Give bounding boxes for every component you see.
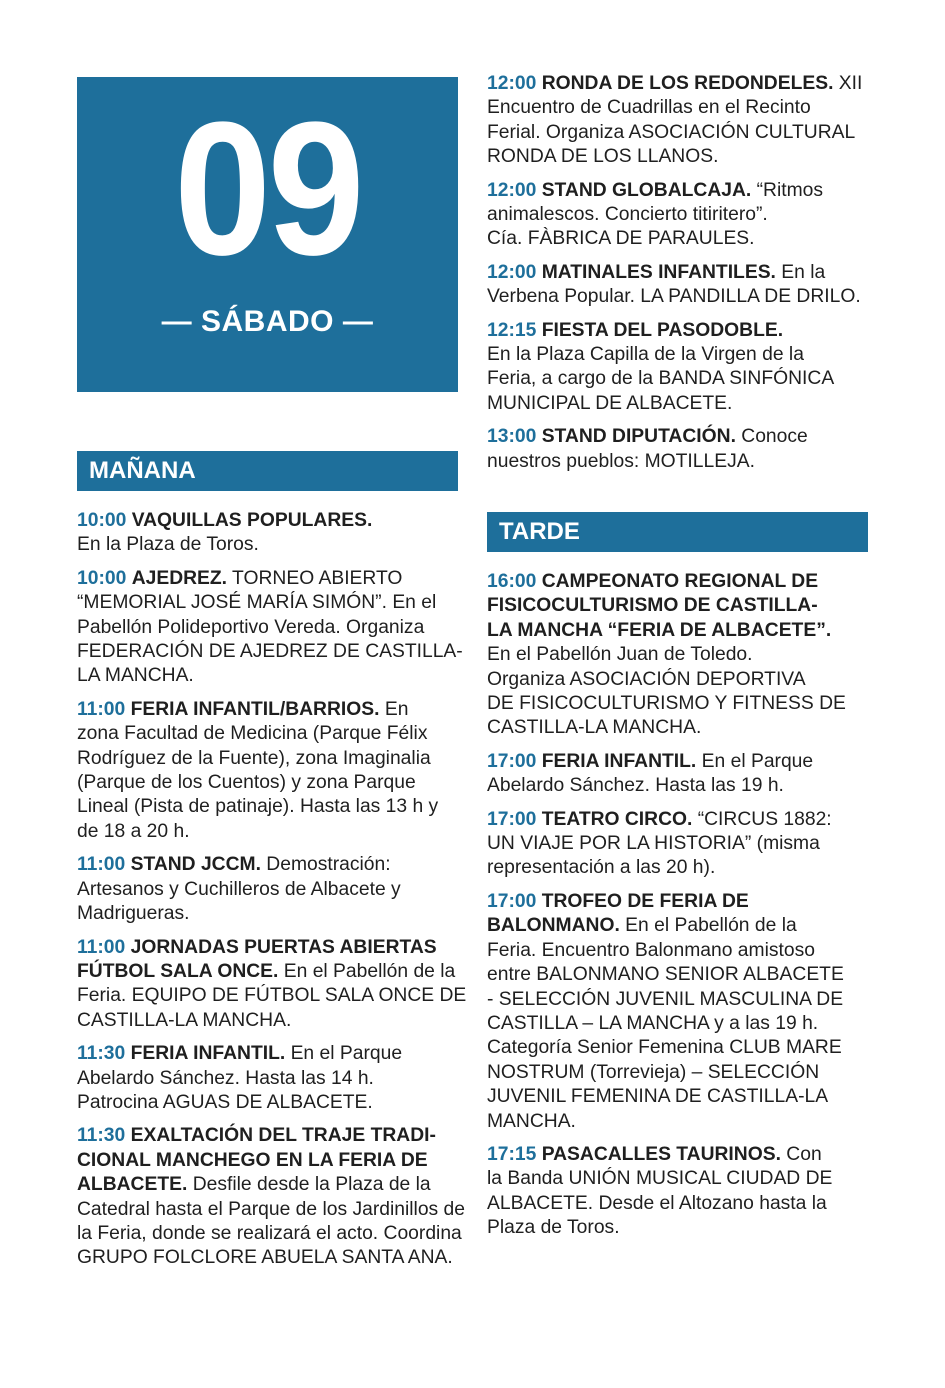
event-text: En la (775, 261, 826, 283)
event-text: “Ritmos (751, 179, 824, 201)
event-title: EXALTACIÓN DEL TRAJE TRADI- (130, 1125, 436, 1147)
event-text: GRUPO FOLCLORE ABUELA SANTA ANA. (77, 1247, 453, 1269)
event-text: Abelardo Sánchez. Hasta las 19 h. (487, 775, 784, 797)
event-title: MATINALES INFANTILES. (541, 261, 776, 283)
event-text: - SELECCIÓN JUVENIL MASCULINA DE (487, 988, 844, 1010)
event-time: 17:00 (487, 808, 537, 830)
event-time: 12:00 (487, 73, 537, 94)
event-text: animalescos. Concierto titiritero”. (487, 204, 768, 226)
event-title: VAQUILLAS POPULARES. (131, 510, 373, 531)
event-text: XII Encuentro de Cuadrillas en el Recinto (487, 73, 863, 119)
event-time: 11:00 (77, 854, 126, 876)
event-title: PASACALLES TAURINOS. (541, 1143, 781, 1165)
event-title: CAMPEONATO REGIONAL DE (541, 571, 819, 592)
event-item (77, 936, 467, 1034)
event-title: FERIA INFANTIL. (130, 1043, 286, 1065)
event-title: ALBACETE. (77, 1174, 188, 1196)
event-item (487, 570, 867, 741)
event-text: JUVENIL FEMENINA DE CASTILLA-LA (487, 1086, 829, 1108)
event-text: “MEMORIAL JOSÉ MARÍA SIMÓN”. En el (77, 592, 437, 614)
event-time: 17:15 (487, 1143, 537, 1165)
event-text: NOSTRUM (Torrevieja) – SELECCIÓN (487, 1061, 820, 1083)
event-text: Catedral hasta el Parque de los Jardinillos de (77, 1198, 465, 1220)
event-item (77, 1042, 467, 1115)
section-header-afternoon: TARDE (487, 512, 868, 552)
event-title: STAND JCCM. (130, 854, 261, 876)
event-title: FIESTA DEL PASODOBLE. (541, 319, 784, 341)
event-text: Conoce (735, 426, 808, 448)
event-text: MANCHA. (487, 1110, 576, 1132)
event-text: Ferial. Organiza ASOCIACIÓN CULTURAL (487, 121, 856, 143)
event-time: 10:00 (77, 510, 127, 531)
event-title: RONDA DE LOS REDONDELES. (541, 73, 834, 94)
day-name: — SÁBADO — (161, 305, 374, 338)
event-text: Madrigueras. (77, 903, 190, 925)
event-text: Feria. Encuentro Balonmano amistoso (487, 939, 815, 961)
event-text: zona Facultad de Medicina (Parque Félix (77, 723, 428, 745)
event-text: Feria. EQUIPO DE FÚTBOL SALA ONCE DE (77, 985, 467, 1007)
event-title: BALONMANO. (487, 915, 620, 937)
event-text: UN VIAJE POR LA HISTORIA” (misma (487, 833, 820, 855)
event-title: AJEDREZ. (131, 567, 228, 589)
event-title: LA MANCHA “FERIA DE ALBACETE”. (487, 619, 832, 641)
event-item (487, 808, 867, 881)
event-item (487, 261, 867, 310)
event-item (487, 750, 867, 799)
event-item (487, 890, 867, 1134)
event-title: TROFEO DE FERIA DE (541, 890, 749, 912)
morning-events-right (487, 72, 867, 483)
event-text: Verbena Popular. LA PANDILLA DE DRILO. (487, 286, 861, 308)
event-time: 13:00 (487, 426, 537, 448)
event-text: representación a las 20 h). (487, 857, 716, 879)
event-text: TORNEO ABIERTO (227, 567, 403, 589)
event-text: FEDERACIÓN DE AJEDREZ DE CASTILLA- (77, 641, 463, 663)
event-item (77, 1124, 467, 1270)
event-text: Pabellón Polideportivo Vereda. Organiza (77, 616, 425, 638)
event-item (77, 567, 467, 689)
event-title: CIONAL MANCHEGO EN LA FERIA DE (77, 1149, 428, 1171)
event-time: 11:00 (77, 698, 126, 720)
event-text: Organiza ASOCIACIÓN DEPORTIVA (487, 668, 806, 690)
event-text: En la Plaza de Toros. (77, 534, 259, 556)
event-text: CASTILLA – LA MANCHA y a las 19 h. (487, 1012, 819, 1034)
event-text: Feria, a cargo de la BANDA SINFÓNICA (487, 368, 835, 390)
event-text: CASTILLA-LA MANCHA. (77, 1009, 292, 1031)
event-item (77, 509, 467, 558)
event-time: 12:00 (487, 261, 537, 283)
event-text: Cía. FÀBRICA DE PARAULES. (487, 228, 755, 250)
afternoon-events (487, 570, 867, 1250)
section-header-morning: MAÑANA (77, 451, 458, 491)
event-item (487, 425, 867, 474)
event-text: ALBACETE. Desde el Altozano hasta la (487, 1192, 827, 1214)
event-title: STAND DIPUTACIÓN. (541, 426, 736, 448)
event-text: nuestros pueblos: MOTILLEJA. (487, 450, 755, 472)
morning-events-left (77, 509, 467, 1280)
event-text: RONDA DE LOS LLANOS. (487, 146, 719, 168)
event-text: DE FISICOCULTURISMO Y FITNESS DE (487, 693, 846, 715)
event-title: FISICOCULTURISMO DE CASTILLA- (487, 595, 818, 617)
event-time: 17:00 (487, 890, 537, 912)
event-item (487, 319, 867, 417)
event-text: En el Pabellón de la (278, 960, 456, 982)
event-title: TEATRO CIRCO. (541, 808, 693, 830)
event-text: de 18 a 20 h. (77, 820, 190, 842)
event-text: la Feria, donde se realizará el acto. Coordina (77, 1222, 462, 1244)
event-text: Patrocina AGUAS DE ALBACETE. (77, 1091, 373, 1113)
event-text: CASTILLA-LA MANCHA. (487, 717, 702, 739)
event-time: 11:30 (77, 1043, 126, 1065)
event-item (77, 853, 467, 926)
event-text: Lineal (Pista de patinaje). Hasta las 13 h y (77, 796, 439, 818)
event-title: JORNADAS PUERTAS ABIERTAS (130, 936, 437, 958)
event-text: En (379, 698, 409, 720)
event-text: Abelardo Sánchez. Hasta las 14 h. (77, 1067, 374, 1089)
event-text: Desfile desde la Plaza de la (187, 1174, 431, 1196)
event-text: entre BALONMANO SENIOR ALBACETE (487, 964, 844, 986)
event-text: Con (780, 1143, 822, 1165)
event-text: Plaza de Toros. (487, 1217, 620, 1239)
event-item (77, 698, 467, 844)
event-time: 11:00 (77, 936, 126, 958)
event-text: Categoría Senior Femenina CLUB MARE (487, 1037, 842, 1059)
event-item (487, 1143, 867, 1241)
event-text: En el Pabellón de la (619, 915, 797, 937)
event-text: En el Pabellón Juan de Toledo. (487, 644, 753, 666)
event-title: FERIA INFANTIL. (541, 750, 697, 772)
event-text: “CIRCUS 1882: (692, 808, 832, 830)
event-item (487, 179, 867, 252)
event-title: FÚTBOL SALA ONCE. (77, 960, 279, 982)
event-text: Rodríguez de la Fuente), zona Imaginalia (77, 747, 431, 769)
event-time: 12:00 (487, 179, 537, 201)
event-text: En la Plaza Capilla de la Virgen de la (487, 344, 804, 366)
event-time: 16:00 (487, 571, 537, 592)
event-text: MUNICIPAL DE ALBACETE. (487, 392, 733, 414)
event-text: Artesanos y Cuchilleros de Albacete y (77, 878, 401, 900)
event-text: En el Parque (696, 750, 814, 772)
event-time: 10:00 (77, 567, 127, 589)
event-time: 12:15 (487, 319, 537, 341)
event-text: En el Parque (285, 1043, 403, 1065)
event-item (487, 72, 867, 170)
event-title: STAND GLOBALCAJA. (541, 179, 752, 201)
event-text: (Parque de los Cuentos) y zona Parque (77, 772, 416, 794)
event-text: la Banda UNIÓN MUSICAL CIUDAD DE (487, 1168, 833, 1190)
event-time: 11:30 (77, 1125, 126, 1147)
day-box (77, 77, 458, 392)
event-text: Demostración: (260, 854, 391, 876)
event-time: 17:00 (487, 750, 537, 772)
day-number: 09 (173, 83, 362, 295)
event-text: LA MANCHA. (77, 665, 194, 687)
event-title: FERIA INFANTIL/BARRIOS. (130, 698, 380, 720)
